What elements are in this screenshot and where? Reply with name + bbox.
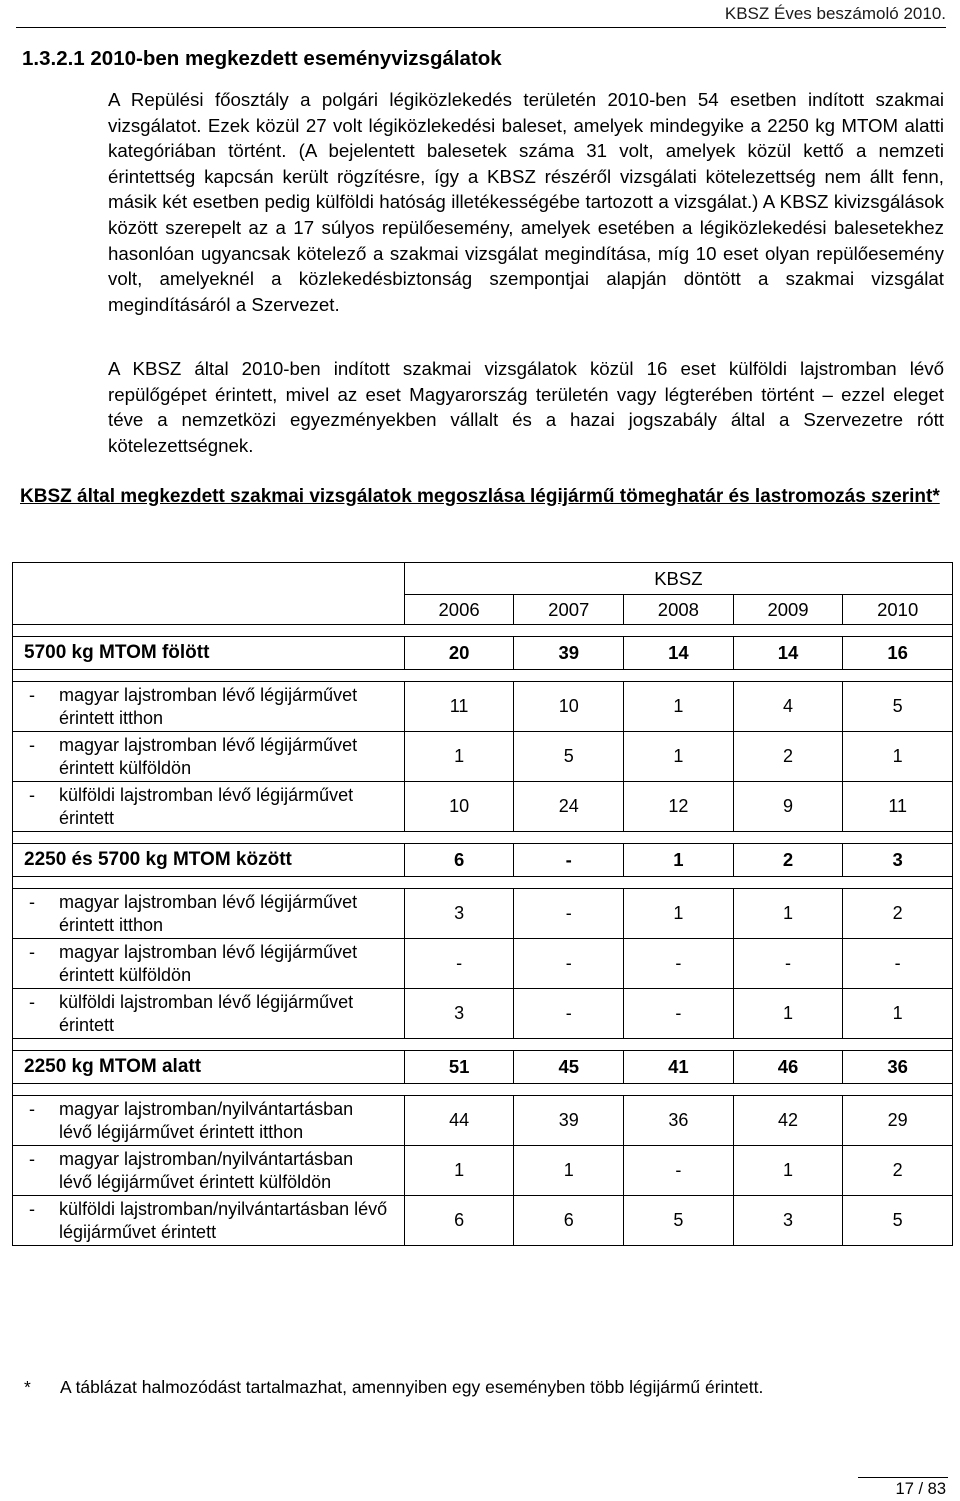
section-heading: 1.3.2.1 2010-ben megkezdett eseményvizsgálatok — [22, 47, 502, 70]
table-cell: - — [514, 989, 624, 1039]
row-label: külföldi lajstromban lévő légijárművet érintett — [59, 992, 354, 1035]
row-label: magyar lajstromban/nyilvántartásban lévő légijárművet érintett itthon — [59, 1099, 354, 1142]
table-cell: 1 — [404, 732, 514, 782]
list-dash: - — [29, 785, 35, 805]
table-cell: 6 — [404, 1196, 514, 1246]
table-cell: 24 — [514, 782, 624, 832]
table-cell: - — [624, 1146, 734, 1196]
year-header: 2007 — [514, 595, 624, 625]
group-total-cell: 45 — [514, 1051, 624, 1084]
table-cell: 6 — [514, 1196, 624, 1246]
row-spacer — [13, 877, 953, 889]
table-cell: 29 — [843, 1096, 953, 1146]
table-cell: 11 — [404, 682, 514, 732]
table-cell: - — [404, 939, 514, 989]
group-total-cell: - — [514, 844, 624, 877]
group-total-cell: 3 — [843, 844, 953, 877]
table-cell: 5 — [624, 1196, 734, 1246]
table-cell: 44 — [404, 1096, 514, 1146]
year-header: 2006 — [404, 595, 514, 625]
table-cell: 9 — [733, 782, 843, 832]
table-cell: 1 — [843, 732, 953, 782]
group-total-cell: 14 — [624, 637, 734, 670]
table-title: KBSZ által megkezdett szakmai vizsgálatok megoszlása légijármű tömeghatár és lastromozás szerint* — [20, 486, 940, 507]
row-label-cell — [13, 939, 405, 989]
group-label: 2250 kg MTOM alatt — [13, 1051, 405, 1084]
table-cell: 1 — [733, 989, 843, 1039]
group-total-cell: 14 — [733, 637, 843, 670]
row-label: magyar lajstromban/nyilvántartásban lévő légijárművet érintett külföldön — [59, 1149, 354, 1192]
table-cell: 1 — [624, 889, 734, 939]
list-dash: - — [29, 1199, 35, 1219]
row-label: külföldi lajstromban/nyilvántartásban lévő légijárművet érintett — [59, 1199, 388, 1242]
body-paragraph-2: A KBSZ által 2010-ben indított szakmai vizsgálatok közül 16 eset külföldi lajstromban lévő repülőgépet érintett, mivel az eset Magyarország területén vagy légterében történt – ezzel eleget téve a nemzetközi egyezményekben vállalt és a hazai jogszabály által a Szervezetre rótt kötelezettségnek. — [108, 358, 944, 456]
table-cell: 5 — [843, 1196, 953, 1246]
row-label-cell — [13, 1096, 405, 1146]
table-cell: 1 — [843, 989, 953, 1039]
table-cell: 12 — [624, 782, 734, 832]
list-dash: - — [29, 1149, 35, 1169]
row-label: magyar lajstromban lévő légijárművet érintett külföldön — [59, 735, 358, 778]
table-cell: 5 — [843, 682, 953, 732]
row-spacer — [13, 625, 953, 637]
table-cell: 42 — [733, 1096, 843, 1146]
table-cell: 1 — [624, 682, 734, 732]
table-cell: 2 — [733, 732, 843, 782]
list-dash: - — [29, 942, 35, 962]
footnote — [24, 1377, 763, 1398]
table-row — [13, 1196, 953, 1246]
table-cell: 3 — [404, 889, 514, 939]
row-label-cell — [13, 732, 405, 782]
group-total-cell: 6 — [404, 844, 514, 877]
table-cell: - — [843, 939, 953, 989]
row-label: magyar lajstromban lévő légijárművet érintett itthon — [59, 892, 358, 935]
group-total-cell: 2 — [733, 844, 843, 877]
table-row — [13, 989, 953, 1039]
header-divider — [16, 27, 946, 28]
page-number: 17 / 83 — [895, 1480, 946, 1498]
table-cell: 1 — [514, 1146, 624, 1196]
table-cell: 4 — [733, 682, 843, 732]
row-spacer — [13, 670, 953, 682]
group-total-cell: 36 — [843, 1051, 953, 1084]
table-cell: - — [733, 939, 843, 989]
row-label: magyar lajstromban lévő légijárművet érintett külföldön — [59, 942, 358, 985]
group-total-cell: 46 — [733, 1051, 843, 1084]
table-cell: 3 — [404, 989, 514, 1039]
row-label: külföldi lajstromban lévő légijárművet érintett — [59, 785, 354, 828]
row-label-cell — [13, 889, 405, 939]
group-total-cell: 41 — [624, 1051, 734, 1084]
table-corner-cell — [13, 563, 405, 625]
table-cell: 2 — [843, 1146, 953, 1196]
group-label: 5700 kg MTOM fölött — [13, 637, 405, 670]
table-row — [13, 1096, 953, 1146]
footnote-marker: * — [24, 1377, 31, 1397]
table-row — [13, 939, 953, 989]
running-header: KBSZ Éves beszámoló 2010. — [724, 4, 946, 23]
list-dash: - — [29, 735, 35, 755]
table-cell: 3 — [733, 1196, 843, 1246]
table-cell: 39 — [514, 1096, 624, 1146]
list-dash: - — [29, 685, 35, 705]
body-paragraph-1: A Repülési főosztály a polgári légiközlekedés területén 2010-ben 54 esetben indított szakmai vizsgálatot. Ezek közül 27 volt légiközlekedési baleset, amelyek mindegyike a 2250 kg MTOM alatti kategóriában történt. (A bejelentett balesetek száma 31 volt, amelyek közül kettő a nemzeti érintettség kapcsán került rögzítésre, így a KBSZ részéről vizsgálati kötelezettség nem állt fenn, másik két esetben pedig külföldi hatóság illetékességébe tartozott a vizsgálat.) A KBSZ kivizsgálások között szerepelt az a 17 súlyos repülőesemény, amelyek esetében a légiközlekedési balesetekhez hasonlóan ugyancsak kötelező a szakmai vizsgálat megindítása, míg 10 eset olyan repülőesemény volt, amelyeknél a közlekedésbiztonság szempontjai alapján döntött a szakmai vizsgálat megindításáról a Szervezet. — [108, 89, 944, 315]
group-total-cell: 39 — [514, 637, 624, 670]
table-cell: 1 — [733, 1146, 843, 1196]
row-label-cell — [13, 1146, 405, 1196]
group-row — [13, 637, 953, 670]
group-total-cell: 51 — [404, 1051, 514, 1084]
table-cell: - — [514, 889, 624, 939]
row-label-cell — [13, 989, 405, 1039]
group-total-cell: 16 — [843, 637, 953, 670]
table-cell: 36 — [624, 1096, 734, 1146]
row-label-cell — [13, 782, 405, 832]
table-cell: 2 — [843, 889, 953, 939]
group-row — [13, 1051, 953, 1084]
table-cell: 1 — [624, 732, 734, 782]
row-label: magyar lajstromban lévő légijárművet érintett itthon — [59, 685, 358, 728]
table-cell: - — [624, 989, 734, 1039]
table-row — [13, 732, 953, 782]
table-cell: - — [624, 939, 734, 989]
group-label: 2250 és 5700 kg MTOM között — [13, 844, 405, 877]
table-cell: 5 — [514, 732, 624, 782]
list-dash: - — [29, 992, 35, 1012]
list-dash: - — [29, 1099, 35, 1119]
statistics-table — [12, 562, 953, 1246]
org-header: KBSZ — [404, 563, 952, 595]
table-cell: - — [514, 939, 624, 989]
table-row — [13, 1146, 953, 1196]
table-cell: 10 — [514, 682, 624, 732]
group-row — [13, 844, 953, 877]
footer-divider — [858, 1477, 948, 1478]
row-label-cell — [13, 1196, 405, 1246]
year-header: 2008 — [624, 595, 734, 625]
row-label-cell — [13, 682, 405, 732]
year-header: 2010 — [843, 595, 953, 625]
year-header: 2009 — [733, 595, 843, 625]
table-cell: 10 — [404, 782, 514, 832]
row-spacer — [13, 1084, 953, 1096]
group-total-cell: 20 — [404, 637, 514, 670]
table-row — [13, 782, 953, 832]
table-row — [13, 682, 953, 732]
group-total-cell: 1 — [624, 844, 734, 877]
list-dash: - — [29, 892, 35, 912]
table-cell: 11 — [843, 782, 953, 832]
table-row — [13, 889, 953, 939]
row-spacer — [13, 1039, 953, 1051]
footnote-text: A táblázat halmozódást tartalmazhat, amennyiben egy eseményben több légijármű érintett. — [60, 1377, 764, 1397]
table-cell: 1 — [404, 1146, 514, 1196]
table-cell: 1 — [733, 889, 843, 939]
row-spacer — [13, 832, 953, 844]
